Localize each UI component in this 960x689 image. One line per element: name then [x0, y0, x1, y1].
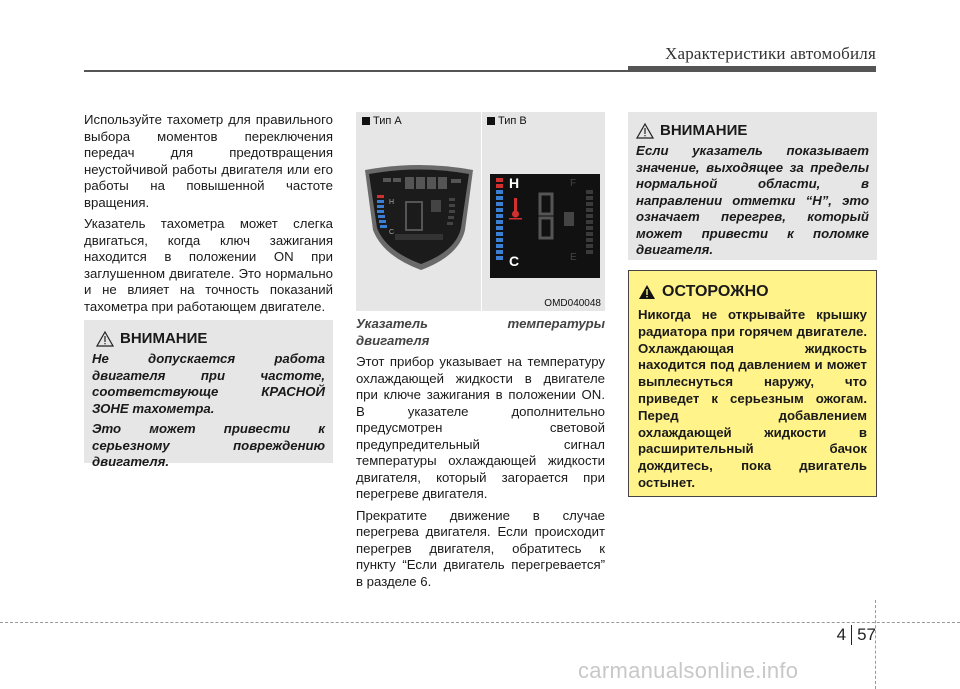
warning-body: Если указатель показывает значение, выходящее за пределы нормальной области, в направлении отметки “H”, это означает перегрев, который может привести к поломке двигателя.	[636, 143, 869, 257]
paragraph: Этот прибор указывает на температуру охлаждающей жидкости в двигателе при ключе зажигания в положении ON. В указателе дополнительно предусмотрен световой предупредительный сигнал температуры охлаждающей жидкости двигателя, который загорается при перегреве двигателя.	[356, 354, 605, 501]
header-title: Характеристики автомобиля	[665, 44, 876, 63]
caution-triangle-icon	[638, 284, 656, 300]
warning-title-text: ВНИМАНИЕ	[660, 122, 748, 139]
section-subheading: Указатель температуры двигателя	[356, 316, 605, 348]
gauge-b-hot-mark: H	[509, 175, 520, 191]
warning-title	[636, 122, 869, 139]
warning-paragraph: Это может привести к серьезному повреждению двигателя.	[92, 421, 325, 469]
page-number	[837, 625, 876, 645]
figure-label-text: Тип A	[373, 115, 402, 127]
warning-triangle-icon	[636, 123, 654, 139]
gauge-b-cold-mark: C	[509, 253, 520, 269]
page-number-value: 57	[857, 625, 876, 644]
caution-body: Никогда не открывайте крышку радиатора при горячем двигателе. Охлаждающая жидкость находится под давлением и может выплеснуться наружу, что приведет к серьезным ожогам. Перед добавлением охлаждающей жидкости в расширительный бачок дождитесь, пока двигатель остынет.	[638, 307, 867, 490]
gauge-type-b-image	[490, 174, 600, 278]
warning-body	[92, 351, 325, 471]
figure-code: OMD040048	[544, 298, 601, 309]
figure-label-type-b	[487, 115, 527, 127]
gauge-type-a-image	[361, 152, 477, 282]
warning-box-tachometer	[84, 320, 333, 469]
figure-label-type-a	[362, 115, 402, 127]
figure-divider	[481, 112, 482, 311]
paragraph: Указатель тахометра может слегка двигаться, когда ключ зажигания находится в положении ON при заглушенном двигателе. Это нормально и не влияет на точность показаний тахометра при работающем двигателе.	[84, 216, 333, 314]
header-bar	[628, 66, 876, 72]
bullet-square-icon	[362, 117, 370, 125]
watermark: carmanualsonline.info	[578, 658, 799, 683]
column-1-text	[84, 112, 333, 320]
caution-title-text: ОСТОРОЖНО	[662, 283, 769, 300]
gauge-b-fuel-empty: E	[570, 252, 577, 263]
column-2-text	[356, 316, 605, 595]
gauge-a-cold-mark: C	[389, 229, 395, 236]
footer-dashed-rule	[0, 622, 960, 623]
figure-label-text: Тип B	[498, 115, 527, 127]
page-number-separator	[851, 625, 852, 645]
caution-box-radiator	[628, 270, 877, 497]
warning-triangle-icon	[96, 331, 114, 347]
instrument-cluster-figure	[356, 112, 605, 311]
warning-paragraph: Не допускается работа двигателя при частоте, соответствующе КРАСНОЙ ЗОНЕ тахометра.	[92, 351, 325, 416]
chapter-number: 4	[836, 625, 847, 644]
warning-title	[92, 330, 325, 347]
bullet-square-icon	[487, 117, 495, 125]
warning-title-text: ВНИМАНИЕ	[120, 330, 208, 347]
paragraph: Используйте тахометр для правильного выбора моментов переключения передач для предотвращения неустойчивой работы двигателя или его работы на повышенной частоте вращения.	[84, 112, 333, 210]
caution-title	[638, 283, 867, 301]
gauge-b-fuel-full: F	[570, 178, 577, 189]
gauge-a-hot-mark: H	[389, 199, 395, 206]
warning-box-temperature	[628, 112, 877, 260]
paragraph: Прекратите движение в случае перегрева двигателя. Если происходит перегрев двигателя, обратитесь к пункту “Если двигатель перегревается” в разделе 6.	[356, 507, 605, 589]
